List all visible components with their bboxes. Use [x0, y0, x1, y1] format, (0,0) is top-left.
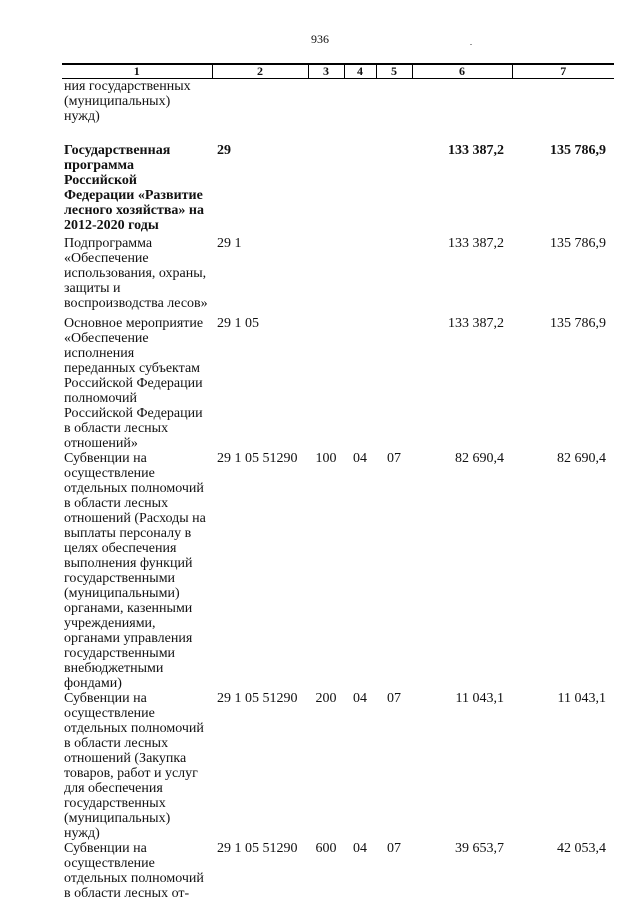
row-col3: 200: [315, 690, 337, 706]
row-col5: [376, 316, 412, 451]
row-col5: [376, 236, 412, 316]
row-code: 29 1 05 51290: [217, 840, 298, 856]
page-number: 936: [311, 32, 329, 46]
row-col5: [376, 143, 412, 236]
table-row: [62, 236, 614, 316]
table-row: [62, 316, 614, 451]
row-col4: [344, 143, 376, 236]
row-name: ния государственных (муниципальных) нужд): [64, 79, 191, 124]
row-name: Основное мероприятие «Обеспечение исполнения переданных субъектам Российской Федерации полномочий Российской Федерации в области лесных отношений»: [64, 315, 204, 451]
row-col4: 04: [353, 690, 367, 706]
row-value-6: 11 043,1: [455, 690, 504, 706]
header-col-2: 2: [212, 64, 308, 79]
row-value-6: 39 653,7: [455, 840, 504, 856]
row-col5: 07: [387, 690, 401, 706]
row-value-7: 135 786,9: [550, 142, 606, 158]
row-name: Субвенции на осуществление отдельных полномочий в области лесных от-: [64, 840, 204, 901]
row-name: Субвенции на осуществление отдельных полномочий в области лесных отношений (Закупка товаров, работ и услуг для обеспечения государственных (муниципальных) нужд): [64, 690, 204, 841]
row-col4: [344, 236, 376, 316]
row-col5: [376, 79, 412, 143]
row-code: 29 1 05 51290: [217, 690, 298, 706]
budget-table: [62, 63, 614, 901]
row-name: Субвенции на осуществление отдельных полномочий в области лесных отношений (Расходы на выплаты персоналу в целях обеспечения выполнения функций государственными (муниципальными) органами, казенными учреждениями, органами управления государственными внебюджетными фондами): [64, 450, 206, 691]
row-code: 29 1: [217, 235, 242, 251]
row-value-7: [512, 79, 614, 143]
row-value-6: 82 690,4: [455, 450, 504, 466]
row-col3: [308, 143, 344, 236]
table-row: [62, 143, 614, 236]
row-col3: 600: [315, 840, 337, 856]
row-code: [212, 79, 308, 143]
row-code: 29: [217, 142, 231, 158]
scan-speck: [470, 44, 472, 45]
header-col-7: 7: [512, 64, 614, 79]
row-value-6: [412, 79, 512, 143]
row-col4: [344, 79, 376, 143]
row-col4: 04: [353, 840, 367, 856]
header-row: [62, 64, 614, 79]
table-row: [62, 451, 614, 691]
header-col-1: 1: [62, 64, 212, 79]
row-value-7: 135 786,9: [550, 235, 606, 251]
row-col3: [308, 316, 344, 451]
row-value-7: 135 786,9: [550, 315, 606, 331]
header-col-3: 3: [308, 64, 344, 79]
table-row: [62, 691, 614, 841]
row-col3: [308, 236, 344, 316]
row-col4: 04: [353, 450, 367, 466]
row-value-7: 42 053,4: [557, 840, 606, 856]
row-col3: 100: [315, 450, 337, 466]
header-col-4: 4: [344, 64, 376, 79]
row-col5: 07: [387, 840, 401, 856]
row-col3: [308, 79, 344, 143]
row-value-7: 82 690,4: [557, 450, 606, 466]
row-value-6: 133 387,2: [448, 315, 504, 331]
row-code: 29 1 05: [217, 315, 259, 331]
row-col4: [344, 316, 376, 451]
header-col-5: 5: [376, 64, 412, 79]
table-row: [62, 841, 614, 901]
header-col-6: 6: [412, 64, 512, 79]
row-name: Государственная программа Российской Федерации «Развитие лесного хозяйства» на 2012-2020 годы: [64, 142, 204, 233]
row-value-7: 11 043,1: [557, 690, 606, 706]
row-name: Подпрограмма «Обеспечение использования, охраны, защиты и воспроизводства лесов»: [64, 235, 208, 311]
row-col5: 07: [387, 450, 401, 466]
row-value-6: 133 387,2: [448, 235, 504, 251]
table-row: [62, 79, 614, 143]
row-value-6: 133 387,2: [448, 142, 504, 158]
row-code: 29 1 05 51290: [217, 450, 298, 466]
